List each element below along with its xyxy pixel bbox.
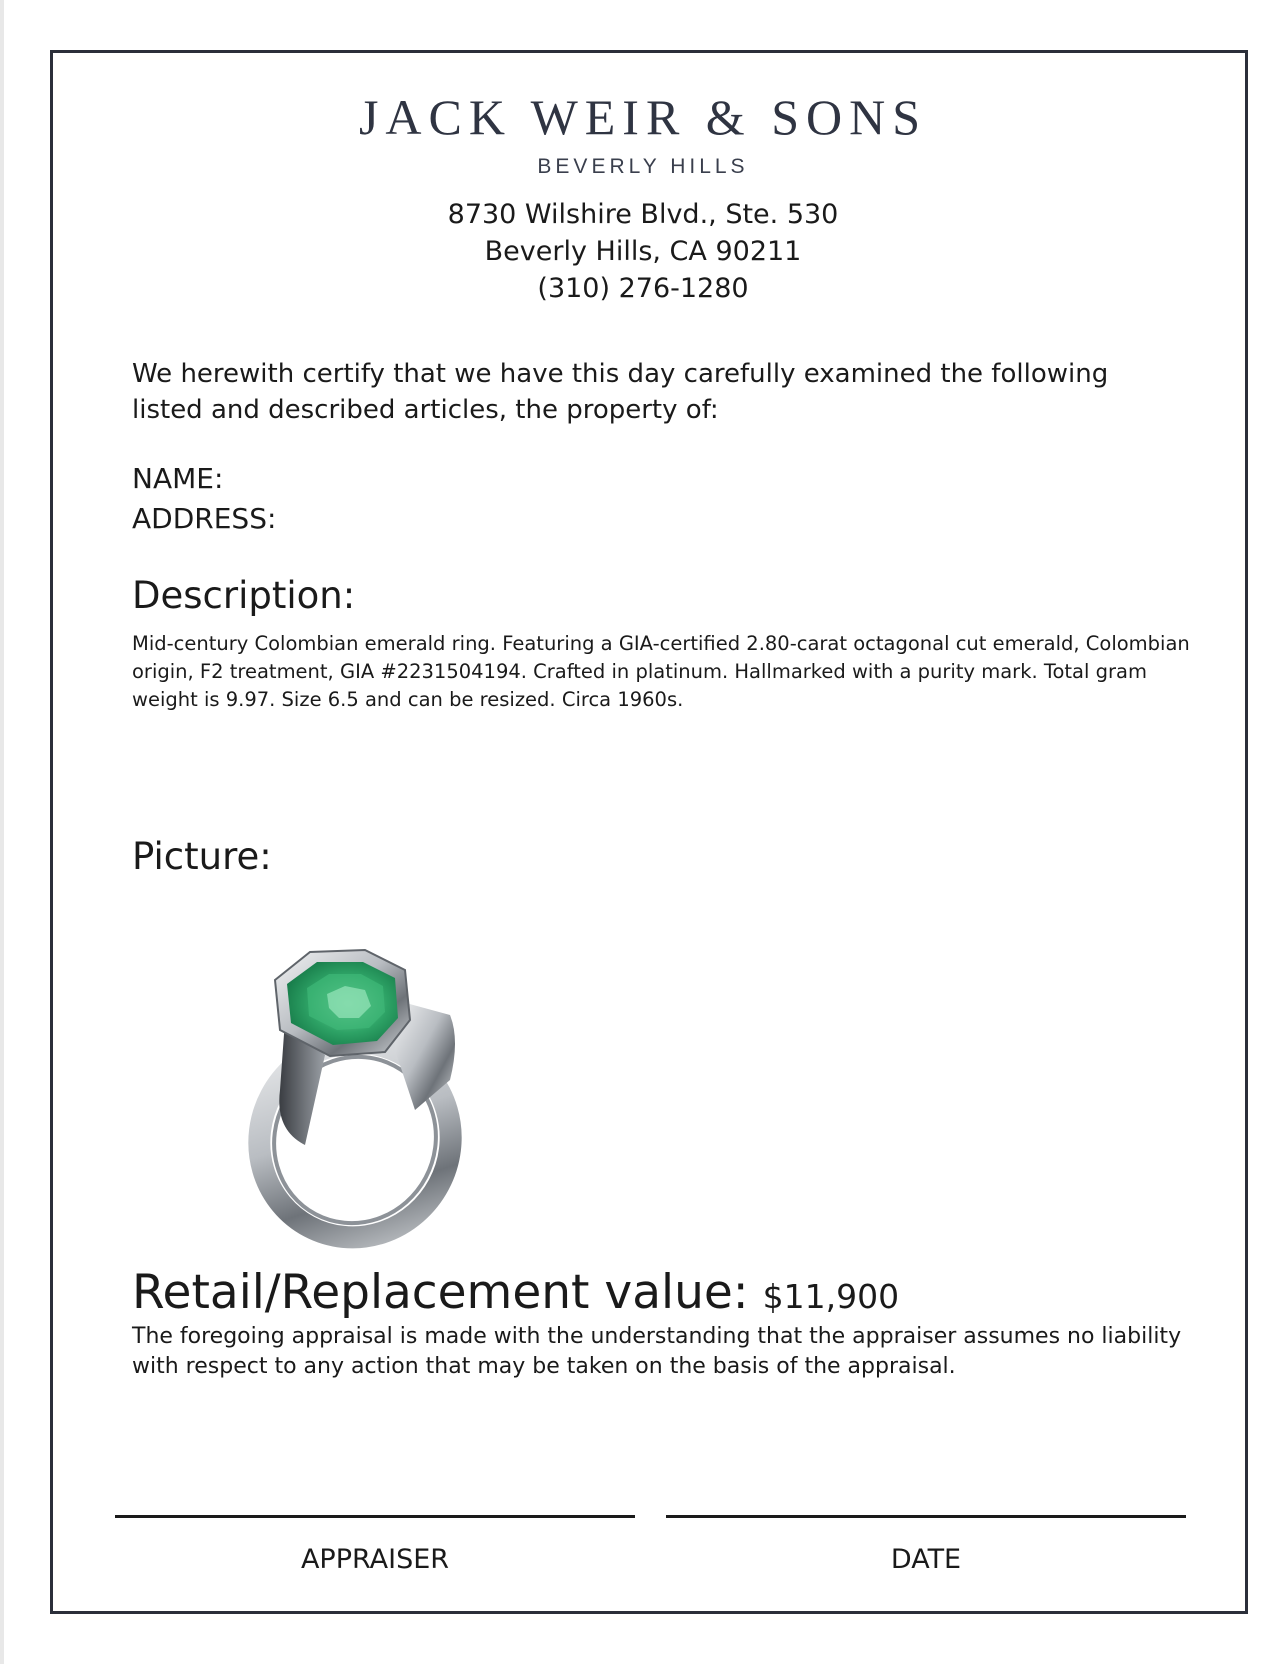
valuation-amount: $11,900	[762, 1277, 900, 1316]
date-signature-line	[666, 1515, 1186, 1518]
phone-number: (310) 276-1280	[537, 273, 749, 304]
date-label: DATE	[890, 1544, 962, 1575]
valuation-row	[132, 1265, 899, 1320]
appraiser-label: APPRAISER	[300, 1544, 450, 1575]
emerald-ring-image	[245, 940, 505, 1250]
disclaimer-text: The foregoing appraisal is made with the understanding that the appraiser assumes no liability with respect to any action that may be taken on the basis of the appraisal.	[132, 1324, 1182, 1379]
certification-statement: We herewith certify that we have this day carefully examined the following listed and described articles, the property of:	[132, 359, 1109, 425]
address-label: ADDRESS:	[132, 502, 277, 535]
description-text: Mid-century Colombian emerald ring. Featuring a GIA-certified 2.80-carat octagonal cut emerald, Colombian origin, F2 treatment, GIA #2231504194. Crafted in platinum. Hallmarked with a purity mark. Total gram weight is 9.97. Size 6.5 and can be resized. Circa 1960s.	[132, 632, 1190, 711]
picture-heading: Picture:	[132, 835, 272, 878]
appraiser-signature-line	[115, 1515, 635, 1518]
address-line-1: 8730 Wilshire Blvd., Ste. 530	[447, 199, 839, 230]
description-heading: Description:	[132, 574, 356, 617]
company-logo-text: JACK WEIR & SONS	[358, 89, 928, 145]
company-location-text: BEVERLY HILLS	[537, 155, 749, 178]
valuation-label: Retail/Replacement value:	[132, 1265, 749, 1320]
name-label: NAME:	[132, 462, 224, 495]
address-line-2: Beverly Hills, CA 90211	[484, 236, 802, 267]
